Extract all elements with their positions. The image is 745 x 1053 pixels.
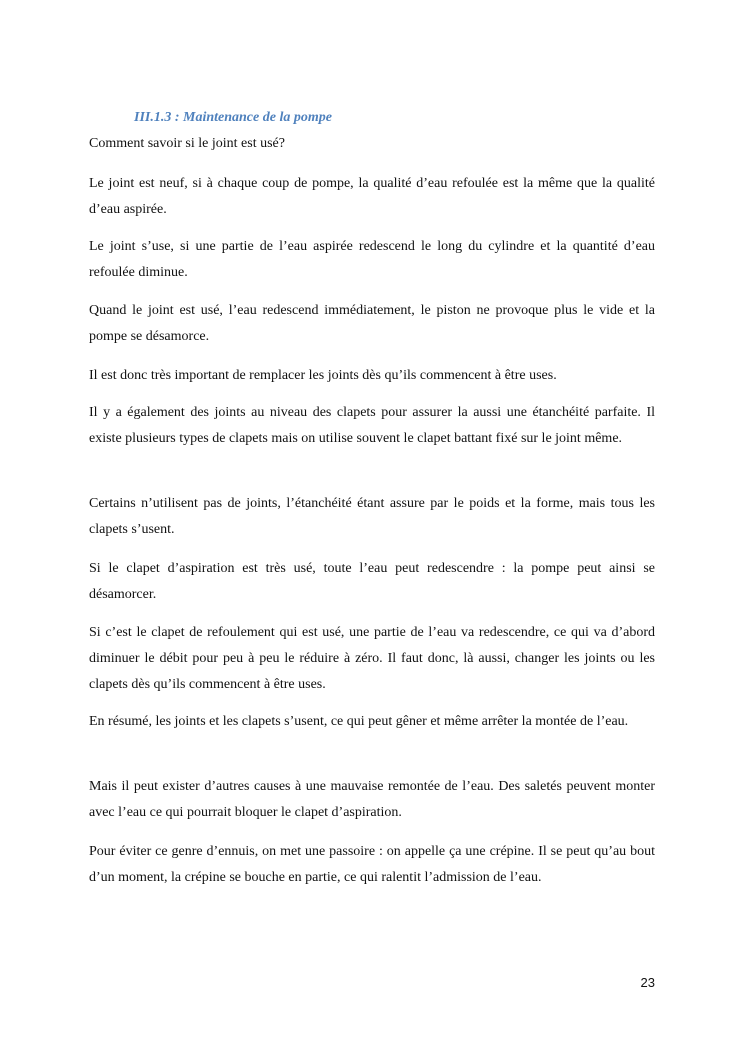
paragraph-valve-joints: Il y a également des joints au niveau des clapets pour assurer la aussi une étanchéité parfaite. Il existe plusieurs types de clapets mais on utilise souvent le clapet battant fixé sur le joint même. xyxy=(89,405,655,446)
paragraph-used-joint: Quand le joint est usé, l’eau redescend immédiatement, le piston ne provoque plus le vide et la pompe se désamorce. xyxy=(89,303,655,344)
paragraph-new-joint: Le joint est neuf, si à chaque coup de pompe, la qualité d’eau refoulée est la même que la qualité d’eau aspirée. xyxy=(89,176,655,217)
section-heading: III.1.3 : Maintenance de la pompe xyxy=(134,110,332,125)
paragraph-no-joints: Certains n’utilisent pas de joints, l’étanchéité étant assure par le poids et la forme, mais tous les clapets s’usent. xyxy=(89,496,655,537)
paragraph-replace-joints: Il est donc très important de remplacer les joints dès qu’ils commencent à être uses. xyxy=(89,368,557,383)
paragraph-other-causes: Mais il peut exister d’autres causes à une mauvaise remontée de l’eau. Des saletés peuvent monter avec l’eau ce qui pourrait bloquer le clapet d’aspiration. xyxy=(89,779,655,820)
paragraph-discharge-valve: Si c’est le clapet de refoulement qui est usé, une partie de l’eau va redescendre, ce qui va d’abord diminuer le débit pour peu à peu le réduire à zéro. Il faut donc, là aussi, changer les joints ou les clapets dès qu’ils commencent à être uses. xyxy=(89,625,655,692)
paragraph-strainer: Pour éviter ce genre d’ennuis, on met une passoire : on appelle ça une crépine. Il se peut qu’au bout d’un moment, la crépine se bouche en partie, ce qui ralentit l’admission de l’eau. xyxy=(89,844,655,885)
paragraph-summary: En résumé, les joints et les clapets s’usent, ce qui peut gêner et même arrêter la montée de l’eau. xyxy=(89,714,629,729)
page-number: 23 xyxy=(640,975,655,990)
paragraph-suction-valve: Si le clapet d’aspiration est très usé, toute l’eau peut redescendre : la pompe peut ainsi se désamorcer. xyxy=(89,561,655,602)
section-intro-question: Comment savoir si le joint est usé? xyxy=(89,136,285,151)
paragraph-worn-joint: Le joint s’use, si une partie de l’eau aspirée redescend le long du cylindre et la quantité d’eau refoulée diminue. xyxy=(89,239,655,280)
